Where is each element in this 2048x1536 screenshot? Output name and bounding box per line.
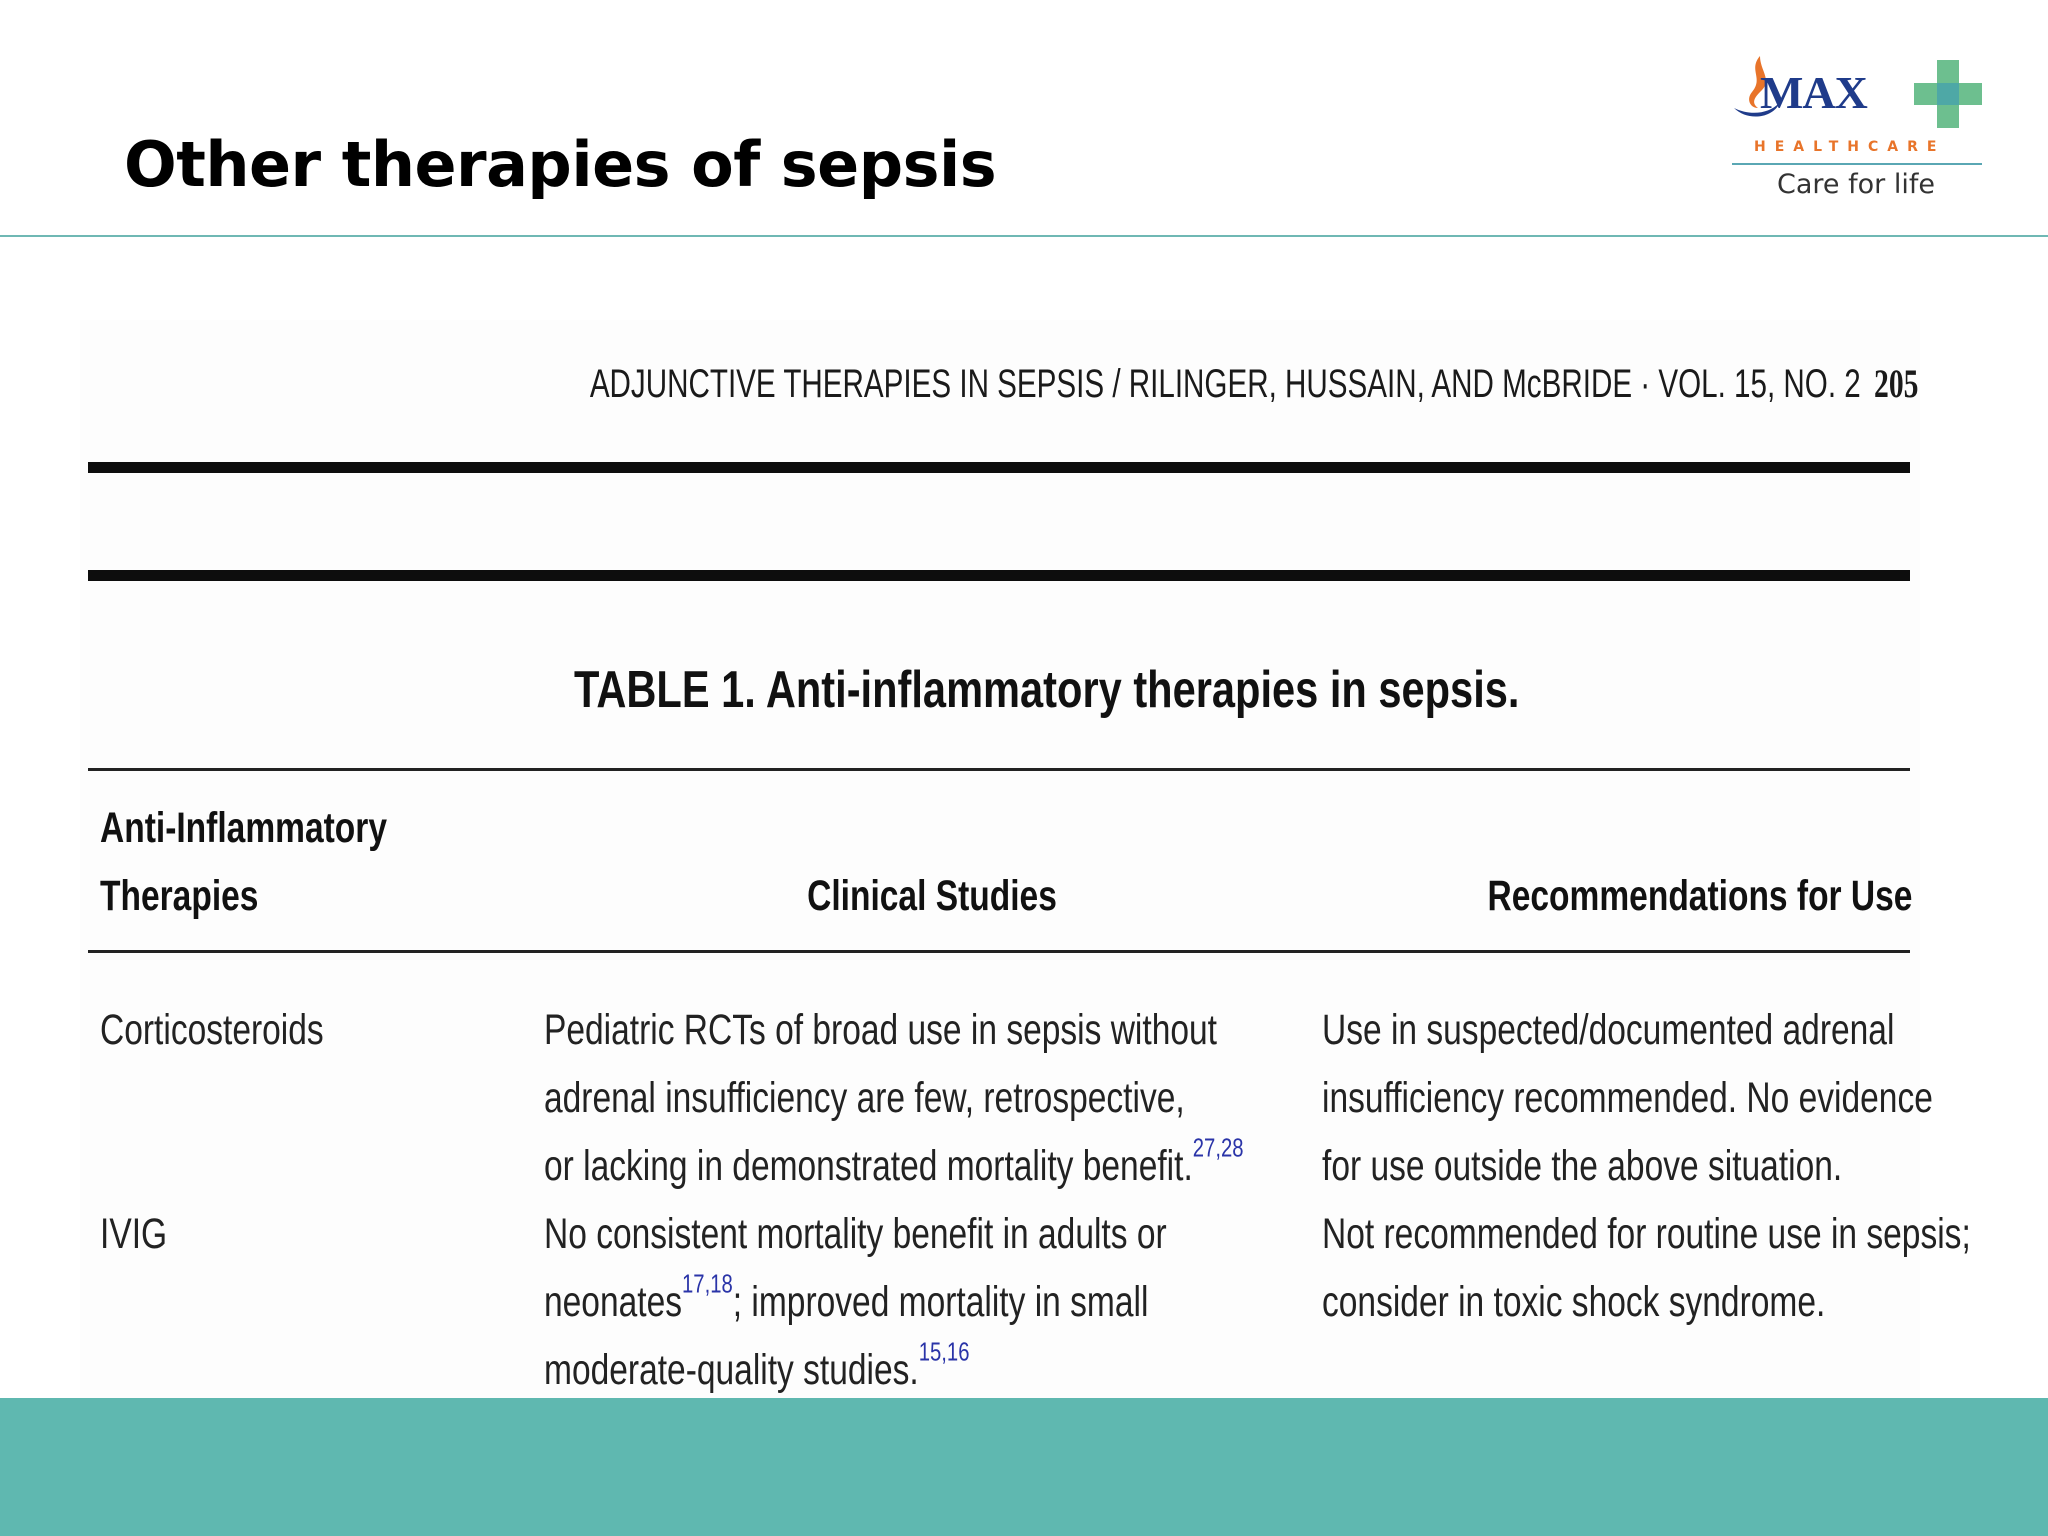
journal-table-image (80, 320, 1971, 1400)
footer-band (0, 1398, 2048, 1536)
max-healthcare-logo (1720, 44, 1992, 204)
rec-cortico-line2: insufficiency recommended. No evidence (1322, 1074, 1933, 1122)
rec-ivig-line1: Not recommended for routine use in sepsis; (1322, 1210, 1971, 1258)
rec-cortico-line3: for use outside the above situation. (1322, 1142, 1843, 1190)
studies-cortico-line3-text: or lacking in demonstrated mortality benefit. (544, 1142, 1193, 1190)
table-header-rule (88, 950, 1910, 953)
table-top-rule (88, 768, 1910, 771)
studies-ivig-line2 (544, 1268, 1148, 1336)
running-head (589, 360, 1918, 407)
studies-ivig-line3 (544, 1336, 969, 1404)
studies-ivig-line2-b: ; improved mortality in small (732, 1278, 1149, 1326)
header-therapies-line2: Therapies (100, 872, 259, 920)
logo-healthcare-text: HEALTHCARE (1754, 139, 1946, 155)
logo-divider (1732, 163, 1982, 165)
rec-ivig-line2: consider in toxic shock syndrome. (1322, 1278, 1826, 1326)
page-number: 205 (1873, 361, 1918, 406)
reference-superscript: 15,16 (918, 1336, 970, 1367)
reference-superscript: 27,28 (1192, 1132, 1244, 1163)
studies-cortico-line1: Pediatric RCTs of broad use in sepsis without (544, 1006, 1217, 1054)
header-therapies-line1: Anti-Inflammatory (100, 804, 387, 852)
studies-ivig-line1: No consistent mortality benefit in adults or (544, 1210, 1167, 1258)
therapy-corticosteroids: Corticosteroids (100, 1006, 324, 1054)
rule-top (88, 462, 1910, 473)
studies-ivig-line2-a: neonates (544, 1278, 683, 1326)
rule-second (88, 570, 1910, 581)
header-clinical-studies: Clinical Studies (807, 872, 1057, 920)
running-head-text: ADJUNCTIVE THERAPIES IN SEPSIS / RILINGER, HUSSAIN, AND McBRIDE · VOL. 15, NO. 2 (589, 362, 1861, 406)
therapy-ivig: IVIG (100, 1210, 168, 1258)
reference-superscript: 17,18 (682, 1268, 733, 1299)
logo-tagline: Care for life (1777, 169, 1935, 200)
rec-cortico-line1: Use in suspected/documented adrenal (1322, 1006, 1895, 1054)
table-title: TABLE 1. Anti-inflammatory therapies in sepsis. (574, 661, 1520, 719)
slide-title: Other therapies of sepsis (124, 128, 997, 201)
medical-cross-icon (1910, 56, 1986, 132)
header-recommendations: Recommendations for Use (1487, 872, 1913, 920)
studies-cortico-line2: adrenal insufficiency are few, retrospective, (544, 1074, 1185, 1122)
studies-ivig-line3-text: moderate-quality studies. (544, 1346, 919, 1394)
studies-cortico-line3 (544, 1132, 1244, 1200)
header-divider (0, 235, 2048, 237)
logo-brand-text: MAX (1760, 67, 1867, 118)
